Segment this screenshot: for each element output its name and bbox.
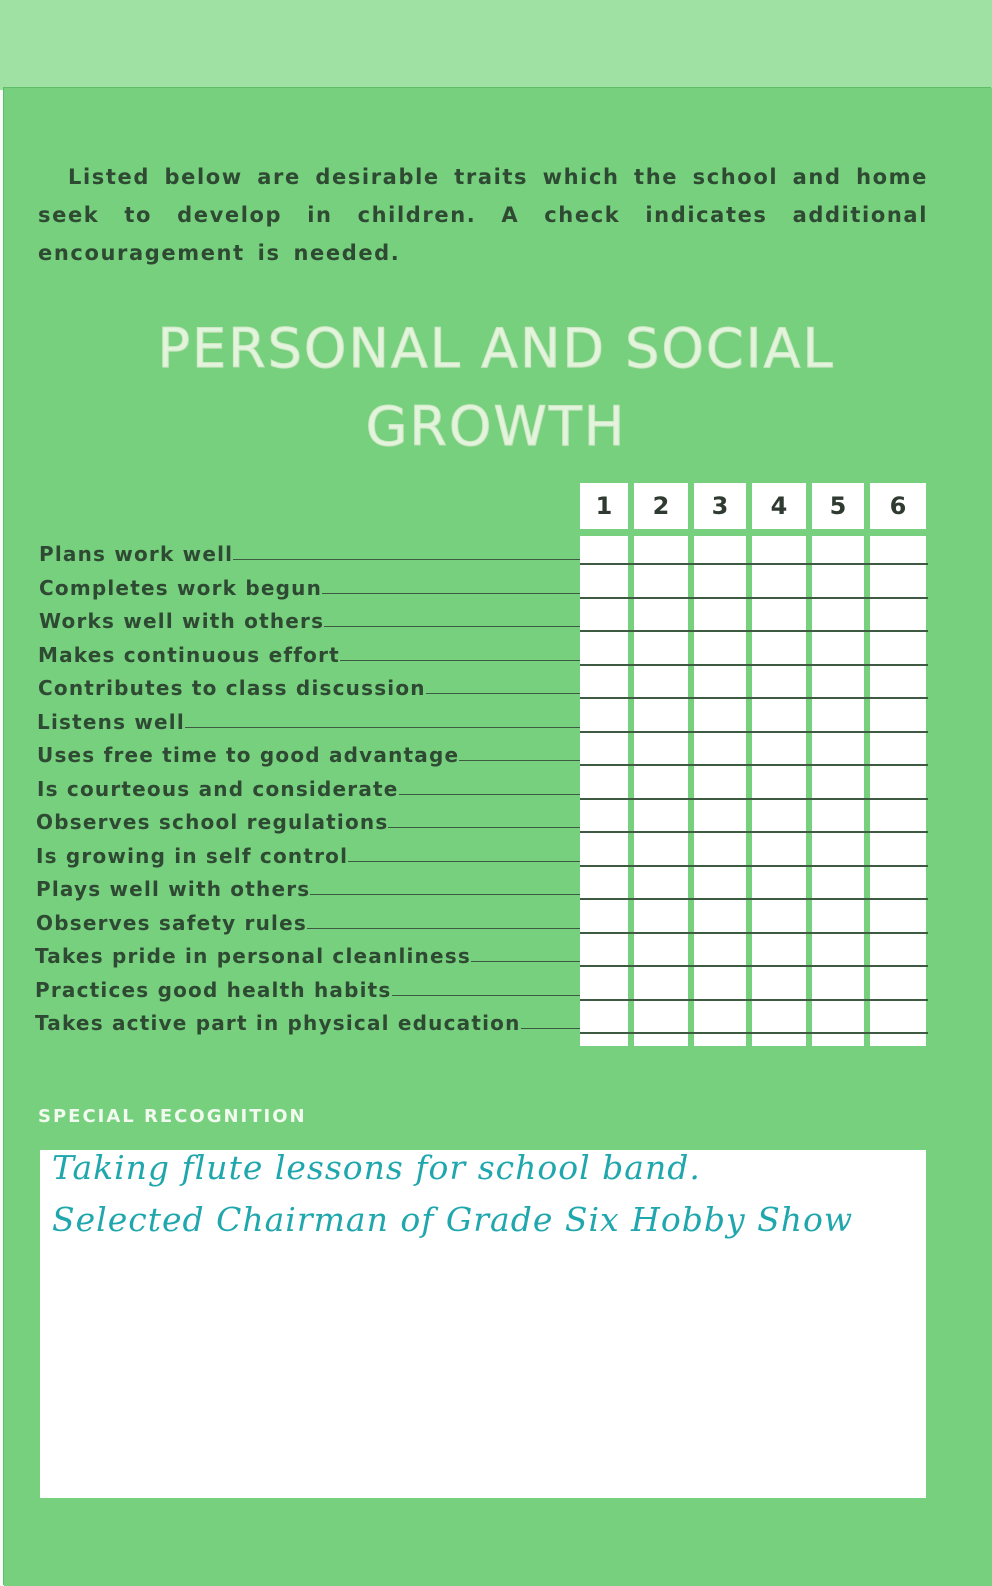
leader-line <box>388 827 580 829</box>
trait-label: Contributes to class discussion <box>38 676 426 700</box>
leader-line <box>324 626 580 628</box>
leader-line <box>521 1028 580 1030</box>
handwritten-note-line-1: Taking flute lessons for school band. <box>52 1148 701 1187</box>
grade-column-5[interactable] <box>812 536 864 1046</box>
grid-row-rule <box>580 898 928 900</box>
trait-label: Listens well <box>37 710 185 734</box>
trait-label: Takes active part in physical education <box>35 1011 521 1035</box>
trait-label: Is courteous and considerate <box>37 777 399 801</box>
leader-line <box>426 693 580 695</box>
trait-row <box>37 704 580 734</box>
trait-row <box>39 570 580 600</box>
grid-row-rule <box>580 630 928 632</box>
grid-row-rule <box>580 731 928 733</box>
leader-line <box>310 894 580 896</box>
grade-column-3[interactable] <box>694 536 746 1046</box>
trait-row <box>39 536 580 566</box>
grade-column-2[interactable] <box>634 536 688 1046</box>
trait-label: Uses free time to good advantage <box>37 743 460 767</box>
trait-row <box>36 838 580 868</box>
leader-line <box>348 861 580 863</box>
grade-column-header-6: 6 <box>870 483 926 529</box>
leader-line <box>392 995 580 997</box>
back-sheet <box>0 0 992 90</box>
trait-label: Plays well with others <box>36 877 311 901</box>
trait-row <box>36 905 580 935</box>
leader-line <box>471 961 580 963</box>
grid-row-rule <box>580 597 928 599</box>
trait-row <box>35 972 580 1002</box>
trait-row <box>36 804 580 834</box>
grid-row-rule <box>580 697 928 699</box>
grid-row-rule <box>580 865 928 867</box>
grid-row-rule <box>580 999 928 1001</box>
section-title-line-2: GROWTH <box>365 395 627 458</box>
trait-label: Plans work well <box>39 542 234 566</box>
trait-label: Observes school regulations <box>36 810 389 834</box>
grade-column-4[interactable] <box>752 536 806 1046</box>
trait-label: Observes safety rules <box>36 911 307 935</box>
grade-column-header-5: 5 <box>812 483 864 529</box>
trait-row <box>38 670 580 700</box>
handwritten-note-line-2: Selected Chairman of Grade Six Hobby Show <box>52 1200 854 1239</box>
special-recognition-label: SPECIAL RECOGNITION <box>38 1106 307 1127</box>
section-title-line-1: PERSONAL AND SOCIAL <box>157 317 835 380</box>
trait-label: Practices good health habits <box>35 978 392 1002</box>
grid-row-rule <box>580 932 928 934</box>
trait-label: Works well with others <box>39 609 325 633</box>
grade-column-header-1: 1 <box>580 483 628 529</box>
leader-line <box>399 794 580 796</box>
leader-line <box>307 928 580 930</box>
trait-row <box>39 603 580 633</box>
trait-row <box>37 771 580 801</box>
grade-column-6[interactable] <box>870 536 926 1046</box>
grid-row-rule <box>580 1032 928 1034</box>
leader-line <box>185 727 580 729</box>
grade-column-header-3: 3 <box>694 483 746 529</box>
grid-row-rule <box>580 664 928 666</box>
trait-row <box>38 637 580 667</box>
leader-line <box>459 760 580 762</box>
grid-row-rule <box>580 764 928 766</box>
trait-label: Takes pride in personal cleanliness <box>35 944 471 968</box>
grid-row-rule <box>580 563 928 565</box>
trait-row <box>35 938 580 968</box>
grade-column-1[interactable] <box>580 536 628 1046</box>
trait-label: Is growing in self control <box>36 844 349 868</box>
leader-line <box>340 660 580 662</box>
grid-row-rule <box>580 798 928 800</box>
grid-row-rule <box>580 831 928 833</box>
trait-label: Makes continuous effort <box>38 643 340 667</box>
grid-row-rule <box>580 965 928 967</box>
trait-row <box>37 737 580 767</box>
section-title <box>0 310 992 466</box>
trait-row <box>36 871 580 901</box>
grade-column-header-4: 4 <box>752 483 806 529</box>
leader-line <box>322 593 580 595</box>
trait-label: Completes work begun <box>39 576 323 600</box>
leader-line <box>233 559 580 561</box>
grade-column-header-2: 2 <box>634 483 688 529</box>
intro-paragraph: Listed below are desirable traits which the school and home seek to develop in children. A check indicates additional encouragement is needed. <box>38 165 928 265</box>
trait-row <box>35 1005 580 1035</box>
